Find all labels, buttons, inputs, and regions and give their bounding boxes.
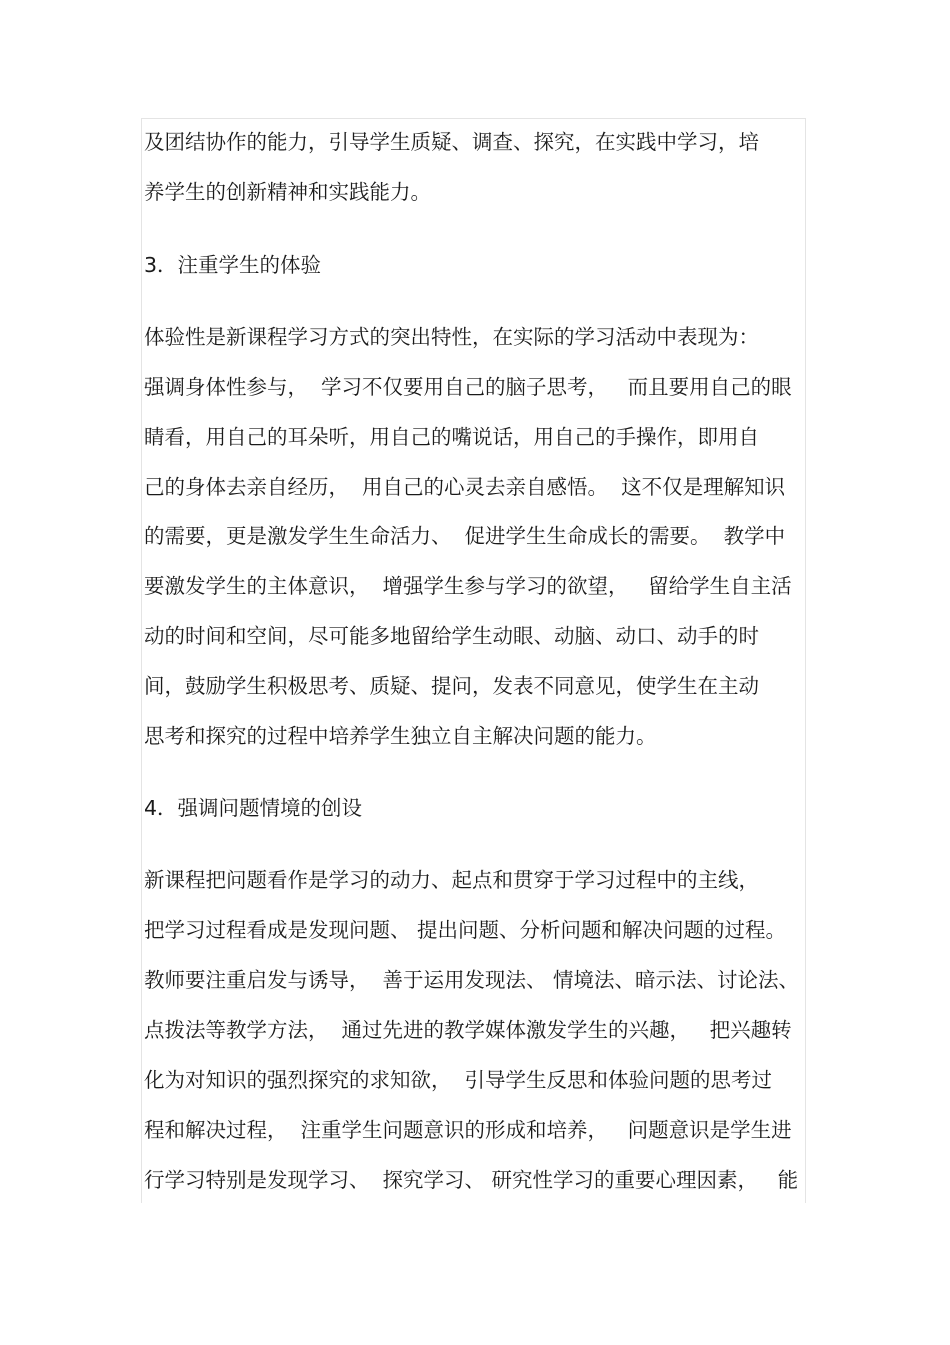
paragraph-line: 己的身体去亲自经历， 用自己的心灵去亲自感悟。 这不仅是理解知识	[144, 475, 786, 499]
paragraph-line: 动的时间和空间，尽可能多地留给学生动眼、动脑、动口、动手的时	[144, 624, 759, 648]
paragraph-line: 体验性是新课程学习方式的突出特性，在实际的学习活动中表现为：	[144, 325, 759, 349]
section-heading-4: 4．强调问题情境的创设	[144, 796, 363, 820]
paragraph-line: 养学生的创新精神和实践能力。	[144, 180, 431, 204]
paragraph-line: 的需要，更是激发学生生命活力、 促进学生生命成长的需要。 教学中	[144, 524, 786, 548]
paragraph-line: 思考和探究的过程中培养学生独立自主解决问题的能力。	[144, 724, 657, 748]
section-heading-3: 3．注重学生的体验	[144, 253, 322, 277]
paragraph-line: 化为对知识的强烈探究的求知欲， 引导学生反思和体验问题的思考过	[144, 1068, 773, 1092]
paragraph-line: 行学习特别是发现学习、 探究学习、 研究性学习的重要心理因素， 能	[144, 1168, 799, 1192]
paragraph-line: 点拨法等教学方法， 通过先进的教学媒体激发学生的兴趣， 把兴趣转	[144, 1018, 792, 1042]
paragraph-line: 教师要注重启发与诱导， 善于运用发现法、 情境法、暗示法、讨论法、	[144, 968, 800, 992]
paragraph-line: 把学习过程看成是发现问题、 提出问题、分析问题和解决问题的过程。	[144, 918, 787, 942]
paragraph-line: 程和解决过程， 注重学生问题意识的形成和培养， 问题意识是学生进	[144, 1118, 792, 1142]
paragraph-line: 间，鼓励学生积极思考、质疑、提问，发表不同意见，使学生在主动	[144, 674, 759, 698]
paragraph-line: 要激发学生的主体意识， 增强学生参与学习的欲望， 留给学生自主活	[144, 574, 792, 598]
paragraph-line: 新课程把问题看作是学习的动力、起点和贯穿于学习过程中的主线，	[144, 868, 759, 892]
paragraph-line: 及团结协作的能力，引导学生质疑、调查、探究，在实践中学习，培	[144, 130, 759, 154]
paragraph-line: 睛看，用自己的耳朵听，用自己的嘴说话，用自己的手操作，即用自	[144, 425, 759, 449]
paragraph-line: 强调身体性参与， 学习不仅要用自己的脑子思考， 而且要用自己的眼	[144, 375, 792, 399]
